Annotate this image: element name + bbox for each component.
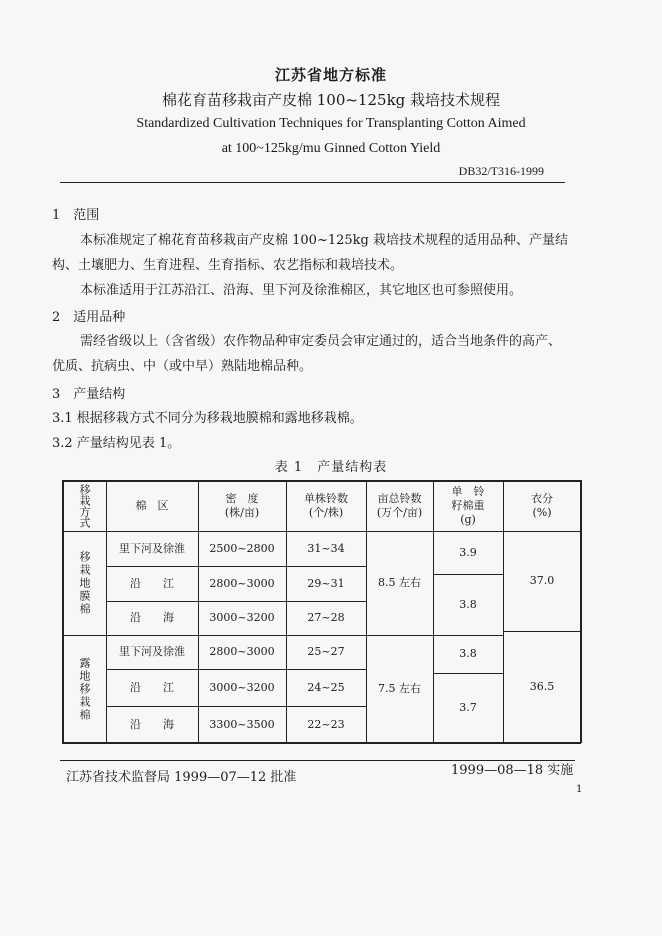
table-rule [366, 480, 367, 743]
section-2-para-1a: 需经省级以上（含省级）农作物品种审定委员会审定通过的，适合当地条件的高产、 [80, 334, 562, 349]
table-caption: 表 1 产量结构表 [274, 460, 388, 475]
table-cell-boll-weight: 3.8 [459, 647, 477, 660]
table-cell-boll-weight: 3.7 [459, 701, 477, 714]
table-cell-density: 2800~3000 [209, 645, 275, 658]
table-cell-bolls: 24~25 [307, 680, 345, 694]
table-cell-region: 里下河及徐淮 [119, 541, 185, 555]
title-english-line-1: Standardized Cultivation Techniques for Transplanting Cotton Aimed [136, 116, 526, 131]
table-rule [62, 635, 503, 636]
effective-line: 1999—08—18 实施 [451, 763, 574, 778]
table-cell-density: 3000~3200 [209, 611, 275, 624]
issuing-body: 江苏省地方标准 [274, 66, 387, 84]
section-3-heading: 3 产量结构 [52, 387, 126, 402]
header-bolls-per-mu: 亩总铃数 (万个/亩) [376, 491, 423, 519]
table-border-left [62, 480, 64, 743]
table-cell-bolls: 31~34 [307, 541, 345, 555]
section-1-para-2: 本标准适用于江苏沿江、沿海、里下河及徐淮棉区，其它地区也可参照使用。 [80, 283, 523, 298]
table-rule [433, 574, 503, 575]
header-bolls-per-plant: 单株铃数 (个/株) [304, 491, 348, 519]
table-cell-density: 2500~2800 [209, 541, 275, 555]
table-cell-density: 3000~3200 [209, 680, 275, 694]
header-boll-weight: 单 铃 籽棉重 (g) [451, 484, 485, 526]
table-rule [106, 669, 366, 670]
table-cell-density: 3300~3500 [209, 717, 275, 731]
table-cell-bolls: 22~23 [307, 717, 345, 731]
section-2-heading: 2 适用品种 [52, 310, 126, 325]
table-cell-boll-weight: 3.8 [459, 597, 477, 611]
table-rule [106, 566, 366, 567]
page-number: 1 [576, 784, 583, 795]
header-region: 棉 区 [135, 498, 169, 512]
standard-code: DB32/T316-1999 [458, 164, 544, 178]
header-rule [60, 182, 565, 183]
group-2-method: 露地移栽棉 [78, 656, 91, 722]
title-english-line-2: at 100~125kg/mu Ginned Cotton Yield [221, 141, 441, 156]
table-cell-bolls: 27~28 [307, 611, 345, 624]
table-cell-boll-weight: 3.9 [459, 545, 477, 559]
section-3-1: 3.1 根据移栽方式不同分为移栽地膜棉和露地移栽棉。 [52, 411, 363, 426]
header-method: 移栽方式 [78, 483, 91, 528]
group-2-lint-percent: 36.5 [529, 680, 555, 693]
table-cell-bolls: 25~27 [307, 645, 345, 658]
table-cell-region: 沿 江 [130, 680, 174, 694]
table-cell-region: 沿 海 [130, 611, 174, 624]
table-rule [106, 706, 366, 707]
group-1-bolls-per-mu: 8.5 左右 [378, 576, 421, 589]
table-cell-bolls: 29~31 [307, 576, 345, 590]
header-lint-percent: 衣分 (%) [531, 491, 553, 519]
section-3-2: 3.2 产量结构见表 1。 [52, 436, 181, 451]
table-rule [503, 631, 581, 632]
group-2-bolls-per-mu: 7.5 左右 [378, 682, 421, 695]
title-chinese: 棉花育苗移栽亩产皮棉 100~125kg 栽培技术规程 [161, 91, 501, 109]
header-density: 密 度 (株/亩) [224, 491, 260, 519]
group-1-lint-percent: 37.0 [529, 574, 555, 587]
table-rule [106, 480, 107, 743]
table-rule [198, 480, 199, 743]
yield-structure-table [62, 480, 581, 743]
table-border-right [580, 480, 582, 743]
table-rule [106, 601, 366, 602]
table-cell-density: 2800~3000 [209, 576, 275, 590]
section-1-para-1a: 本标准规定了棉花育苗移栽亩产皮棉 100~125kg 栽培技术规程的适用品种、产量结 [80, 233, 568, 248]
table-cell-region: 里下河及徐淮 [119, 645, 185, 658]
section-1-heading: 1 范围 [52, 208, 100, 223]
section-2-para-1b: 优质、抗病虫、中（或中早）熟陆地棉品种。 [52, 359, 313, 374]
table-rule [286, 480, 287, 743]
table-rule [62, 531, 581, 532]
section-1-para-1b: 构、土壤肥力、生育进程、生育指标、农艺指标和栽培技术。 [52, 258, 404, 273]
table-rule [433, 480, 434, 743]
table-rule [433, 673, 503, 674]
table-cell-region: 沿 江 [130, 576, 174, 590]
group-1-method: 移栽地膜棉 [78, 550, 91, 616]
approval-line: 江苏省技术监督局 1999—07—12 批准 [66, 770, 297, 785]
table-rule [503, 480, 504, 743]
table-cell-region: 沿 海 [130, 717, 174, 731]
